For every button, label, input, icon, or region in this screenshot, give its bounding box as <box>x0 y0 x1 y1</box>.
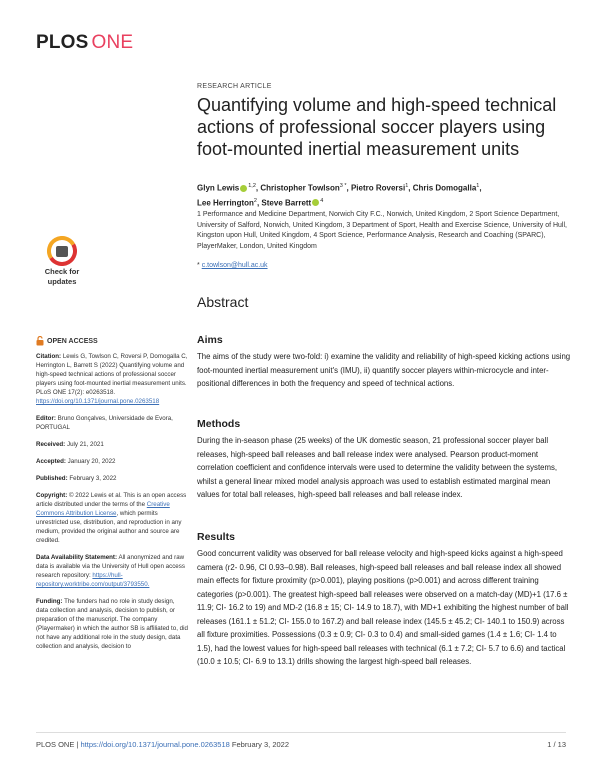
author-affil: 1,2 <box>248 183 256 189</box>
check-for-updates-badge[interactable] <box>36 236 88 292</box>
funding-text: The funders had no role in study design, data collection and analysis, decision to publish, or preparation of the manuscript. The company (Playermaker) in which the author SB is affiliated to, did not have any additional role in the study design, data collection and analysis, decision to <box>36 598 188 650</box>
footer-date: February 3, 2022 <box>231 740 290 749</box>
journal-logo-one: ONE <box>91 32 134 53</box>
check-updates-line2: updates <box>47 277 77 286</box>
open-lock-icon <box>36 336 44 346</box>
results-heading: Results <box>197 531 235 543</box>
affiliations: 1 Performance and Medicine Department, Norwich City F.C., Norwich, United Kingdom, 2 Sport Science Department, University of Salford, Norwich, United Kingdom, 3 Department of Sport, Health and Exercise Science, University of Hull, Kingston upon Hull, United Kingdom, 4 Sport Science, Performance Analysis, Research and Coaching (SPARC), PlayerMaker, London, United Kingdom <box>197 211 567 250</box>
received-block <box>36 440 188 449</box>
funding-block <box>36 597 188 651</box>
data-repository-link[interactable]: https://hull-repository.worktribe.com/output/3793550. <box>36 572 150 588</box>
page-number: 1 / 13 <box>547 740 566 749</box>
journal-logo-plos: PLOS <box>36 32 89 53</box>
aims-paragraph: The aims of the study were two-fold: i) examine the validity and reliability of high-speed kicking actions using foot-mounted inertial measurement unit's (IMU), ii) quantify soccer players within-microcycle and inter-positional differences in both the frequency and speed of technical actions. <box>197 352 571 388</box>
correspondence-email-link[interactable]: c.towlson@hull.ac.uk <box>201 262 268 269</box>
editor-text: Bruno Gonçalves, Universidade de Evora, PORTUGAL <box>36 415 173 431</box>
author-affil: 3 * <box>339 183 347 189</box>
author-name[interactable]: Lee Herrington <box>197 198 254 208</box>
correspondence <box>197 262 268 269</box>
orcid-icon[interactable] <box>240 185 247 192</box>
footer-separator: | <box>76 740 79 749</box>
license-link[interactable]: Creative Commons Attribution License <box>36 501 170 517</box>
citation-block <box>36 352 188 406</box>
page-footer <box>36 740 566 749</box>
open-access-label: OPEN ACCESS <box>36 336 188 346</box>
published-block <box>36 474 188 483</box>
author-name[interactable]: Glyn Lewis <box>197 183 240 193</box>
editor-label: Editor: <box>36 415 56 422</box>
received-text: July 21, 2021 <box>66 441 104 448</box>
copyright-block <box>36 491 188 545</box>
author-list: Glyn Lewis $^{1,2}$, Christopher Towlson$^{3 *}$, Pietro Roversi$^1$, Chris Domogalla$^1$, Lee Herrington$^2$, Steve Barrett $^4$ <box>197 183 482 208</box>
footer-divider <box>36 732 566 733</box>
copyright-label: Copyright: <box>36 492 68 499</box>
footer-doi-link[interactable]: https://doi.org/10.1371/journal.pone.0263518 <box>80 740 230 749</box>
aims-heading: Aims <box>197 334 223 346</box>
article-title: Quantifying volume and high-speed technical actions of professional soccer players using foot-mounted inertial measurement units <box>197 95 557 159</box>
author-name[interactable]: Pietro Roversi <box>350 183 406 193</box>
accepted-label: Accepted: <box>36 458 66 465</box>
orcid-icon[interactable] <box>312 199 319 206</box>
accepted-text: January 20, 2022 <box>67 458 116 465</box>
accepted-block <box>36 457 188 466</box>
methods-paragraph: During the in-season phase (25 weeks) of the UK domestic season, 21 professional soccer player ball releases, high-speed ball releases and ball release index were analysed. Pearson product-moment correlation coefficient and confidence intervals were used to determine the validity between the systems, whilst a general linear mixed model analysis approach was used to establish estimated marginal mean values for total ball releases, high-speed ball releases and ball release index. <box>197 436 558 499</box>
copyright-text: © 2022 Lewis et al. This is an open access article distributed under the terms of the <box>36 492 187 508</box>
funding-label: Funding: <box>36 598 63 605</box>
article-sidebar <box>36 336 188 659</box>
data-availability-text: All anonymized and raw data is available via the University of Hull open access research repository: <box>36 554 185 579</box>
author-affil: 2 <box>253 197 257 204</box>
author-name[interactable]: Steve Barrett <box>261 198 312 208</box>
received-label: Received: <box>36 441 66 448</box>
journal-logo[interactable] <box>36 32 133 54</box>
author-name[interactable]: Christopher Towlson <box>260 183 340 193</box>
author-affil: 4 <box>320 197 324 204</box>
methods-heading: Methods <box>197 418 241 430</box>
correspondence-mark: * <box>197 262 200 269</box>
published-text: February 3, 2022 <box>69 475 117 482</box>
published-label: Published: <box>36 475 68 482</box>
citation-text: Lewis G, Towlson C, Roversi P, Domogalla C, Herrington L, Barrett S (2022) Quantifying volume and high-speed technical actions of professional soccer players using foot-mounted inertial measurement units. PLoS ONE 17(2): e0263518. <box>36 353 188 396</box>
copyright-text-end: , which permits unrestricted use, distribution, and reproduction in any medium, provided the original author and source are credited. <box>36 510 182 544</box>
author-affil: 1 <box>476 183 480 189</box>
author-affil: 1 <box>405 183 409 189</box>
data-availability-block <box>36 553 188 589</box>
editor-block <box>36 414 188 432</box>
citation-doi-link[interactable]: https://doi.org/10.1371/journal.pone.0263518 <box>36 398 160 405</box>
data-availability-label: Data Availability Statement: <box>36 554 118 561</box>
author-name[interactable]: Chris Domogalla <box>412 183 477 193</box>
results-paragraph: Good concurrent validity was observed for ball release velocity and high-speed kicks against a high-speed camera (r2- 0.96, CI 0.93–0.98). Ball releases, high-speed ball releases and ball release index all showed main effects for fixture proximity (p>0.001), playing positions (p>0.001) and across different training categories (p>0.001). The greatest high-speed ball releases were observed on a match-day (MD)+1 (17.6 ± 11.9; CI- 16.2 to 19) and MD-2 (16.8 ± 15; CI- 14.9 to 18.7), with MD+1 exhibiting the highest number of ball releases (161.1 ± 51.2; CI- 155.0 to 167.2) and ball release index (145.5 ± 45.2; CI- 140.1 to 150.9) across all fixture proximities. Possessions (0.3 ± 0.9; CI- 0.3 to 0.4) and small-sided games (1.4 ± 1.6; CI- 1.4 to 1.5), had the lowest values for high-speed ball releases with technical (6.1 ± 7.2; CI- 5.7 to 6.6) and tactical (10.0 ± 10.5; CI- 6.9 to 13.1) drills showing the largest high-speed ball releases. <box>197 549 569 666</box>
abstract-heading: Abstract <box>197 294 249 310</box>
citation-label: Citation: <box>36 353 62 360</box>
check-updates-icon <box>47 236 77 266</box>
check-updates-line1: Check for <box>44 267 80 276</box>
footer-journal: PLOS ONE <box>36 740 75 749</box>
article-type: RESEARCH ARTICLE <box>197 83 272 90</box>
